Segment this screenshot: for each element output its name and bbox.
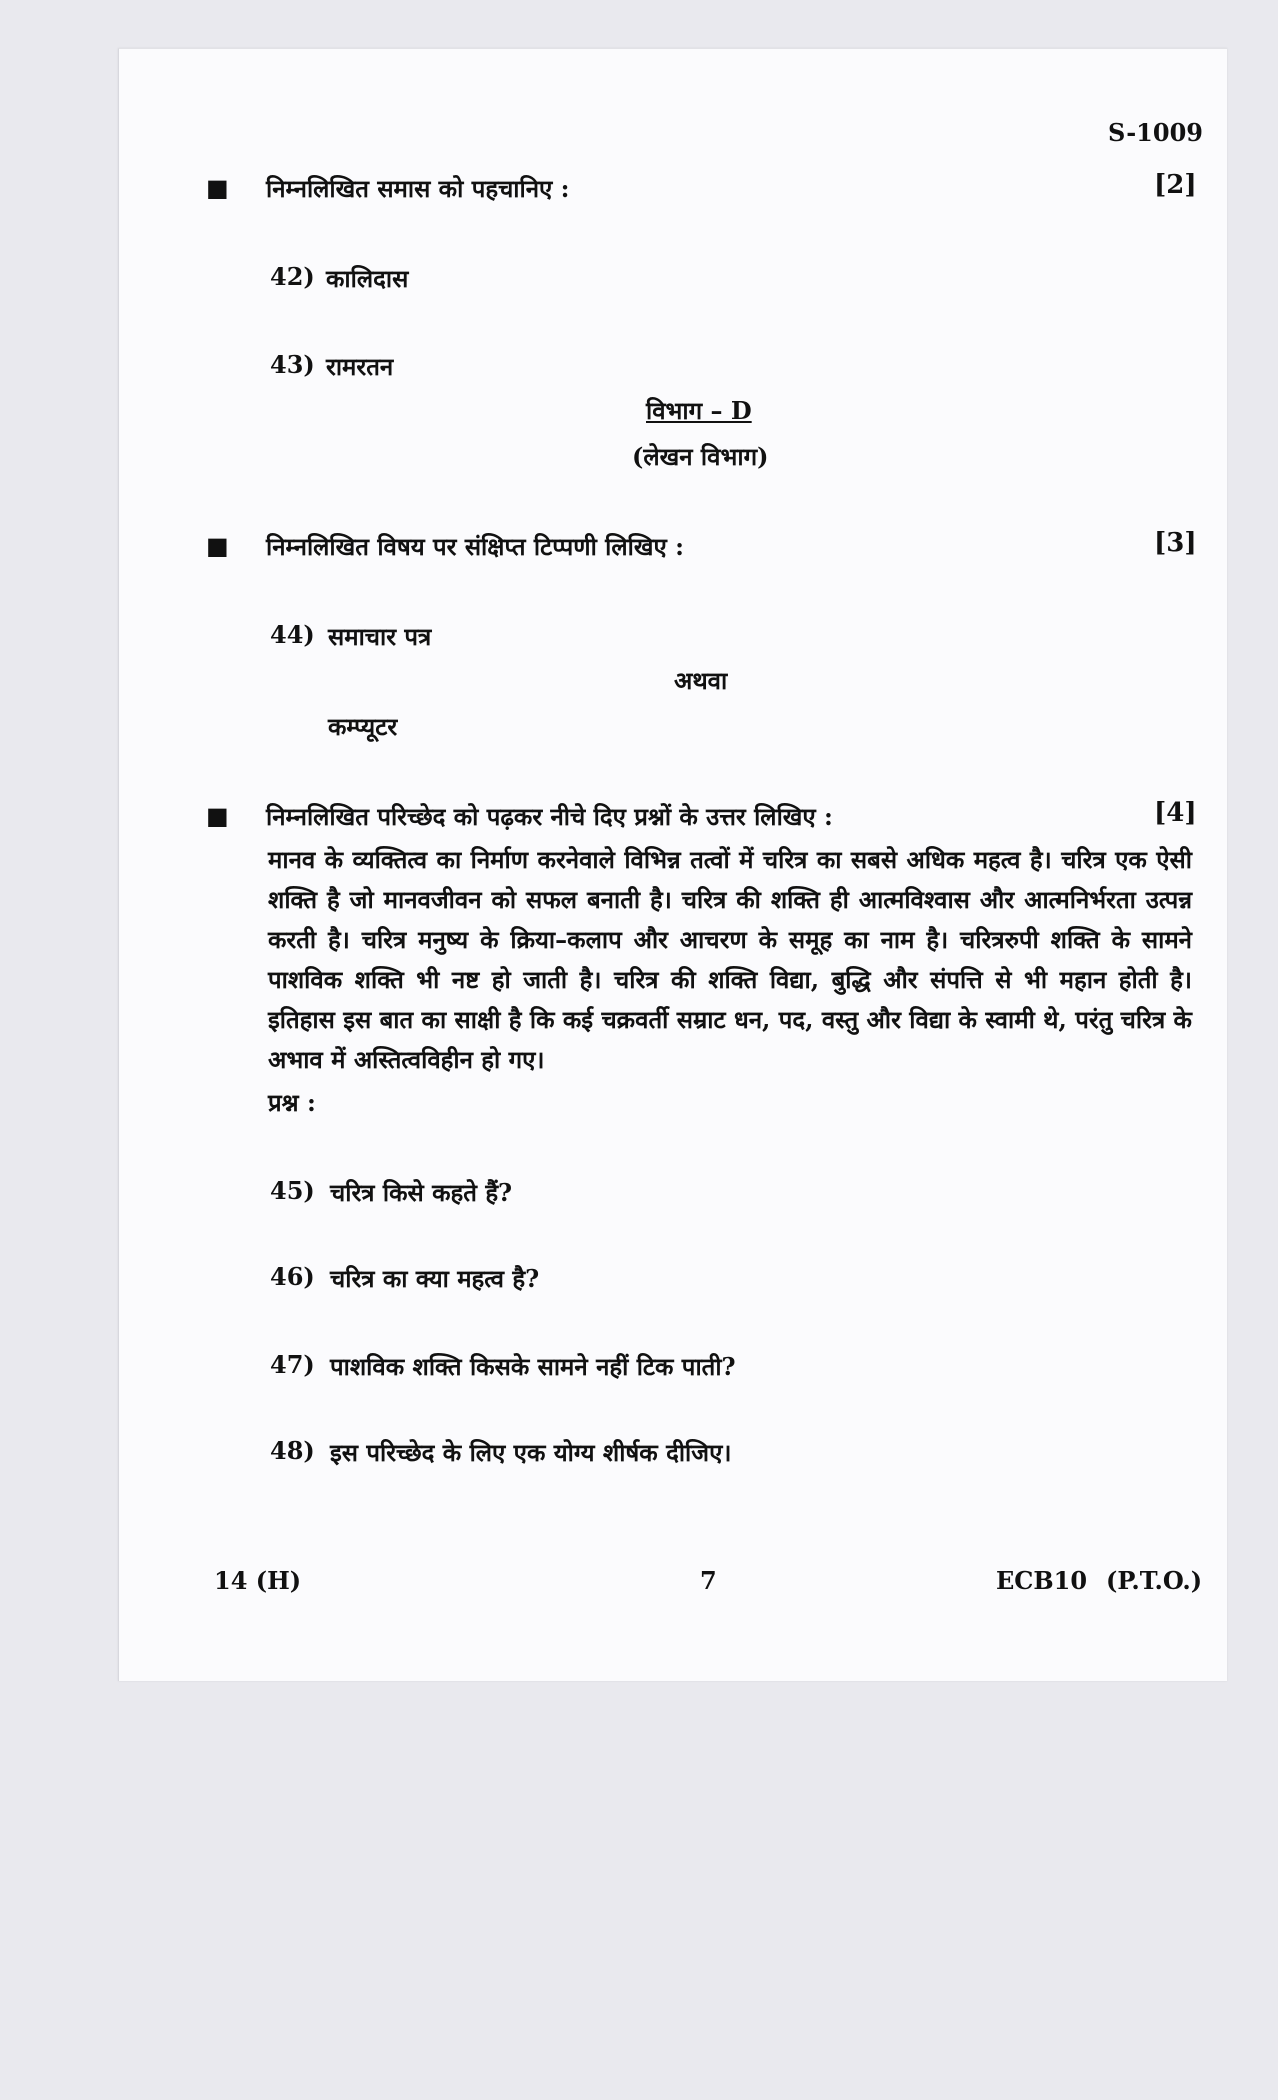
marks-q45: [4] bbox=[1154, 798, 1197, 828]
question-number-44: 44) bbox=[270, 620, 315, 649]
paper-code: S-1009 bbox=[1108, 118, 1203, 147]
question-number-48: 48) bbox=[270, 1436, 315, 1465]
question-text-45: चरित्र किसे कहते हैं? bbox=[330, 1178, 513, 1207]
footer-code: 14 (H) bbox=[214, 1566, 302, 1595]
section-title: विभाग – D bbox=[646, 396, 752, 425]
question-text-44: समाचार पत्र bbox=[328, 622, 432, 651]
question-number-46: 46) bbox=[270, 1262, 315, 1291]
question-number-43: 43) bbox=[270, 350, 315, 379]
or-label: अथवा bbox=[674, 666, 728, 695]
instruction-q45: निम्नलिखित परिच्छेद को पढ़कर नीचे दिए प्रश्नों के उत्तर लिखिए : bbox=[266, 802, 833, 831]
question-number-42: 42) bbox=[270, 262, 315, 291]
section-subtitle: (लेखन विभाग) bbox=[632, 442, 769, 471]
bullet-q42: ■ bbox=[206, 174, 229, 202]
please-turn-over: (P.T.O.) bbox=[1106, 1566, 1203, 1595]
marks-q42: [2] bbox=[1154, 170, 1197, 200]
instruction-q42: निम्नलिखित समास को पहचानिए : bbox=[266, 174, 570, 203]
bullet-q44: ■ bbox=[206, 532, 229, 560]
question-text-47: पाशविक शक्ति किसके सामने नहीं टिक पाती? bbox=[330, 1352, 736, 1381]
marks-q44: [3] bbox=[1154, 528, 1197, 558]
instruction-q44: निम्नलिखित विषय पर संक्षिप्त टिप्पणी लिखिए : bbox=[266, 532, 684, 561]
footer-series: ECB10 bbox=[996, 1566, 1088, 1595]
alternative-topic: कम्प्यूटर bbox=[328, 712, 398, 741]
question-text-43: रामरतन bbox=[326, 352, 394, 381]
bullet-q45: ■ bbox=[206, 802, 229, 830]
question-text-42: कालिदास bbox=[326, 264, 409, 293]
questions-label: प्रश्न : bbox=[268, 1088, 316, 1117]
question-text-48: इस परिच्छेद के लिए एक योग्य शीर्षक दीजिए। bbox=[330, 1438, 732, 1467]
comprehension-passage: मानव के व्यक्तित्व का निर्माण करनेवाले विभिन्न तत्वों में चरित्र का सबसे अधिक महत्व है। चरित्र एक ऐसी शक्ति है जो मानवजीवन को सफल बनाती है। चरित्र की शक्ति ही आत्मविश्वास और आत्मनिर्भरता उत्पन्न करती है। चरित्र मनुष्य के क्रिया–कलाप और आचरण के समूह का नाम है। चरित्ररुपी शक्ति के सामने पाशविक शक्ति भी नष्ट हो जाती है। चरित्र की शक्ति विद्या, बुद्धि और संपत्ति से भी महान होती है। इतिहास इस बात का साक्षी है कि कई चक्रवर्ती सम्राट धन, पद, वस्तु और विद्या के स्वामी थे, परंतु चरित्र के अभाव में अस्तित्वविहीन हो गए। bbox=[268, 845, 1192, 1074]
question-number-45: 45) bbox=[270, 1176, 315, 1205]
question-text-46: चरित्र का क्या महत्व है? bbox=[330, 1264, 540, 1293]
question-number-47: 47) bbox=[270, 1350, 315, 1379]
page-number: 7 bbox=[700, 1566, 717, 1595]
